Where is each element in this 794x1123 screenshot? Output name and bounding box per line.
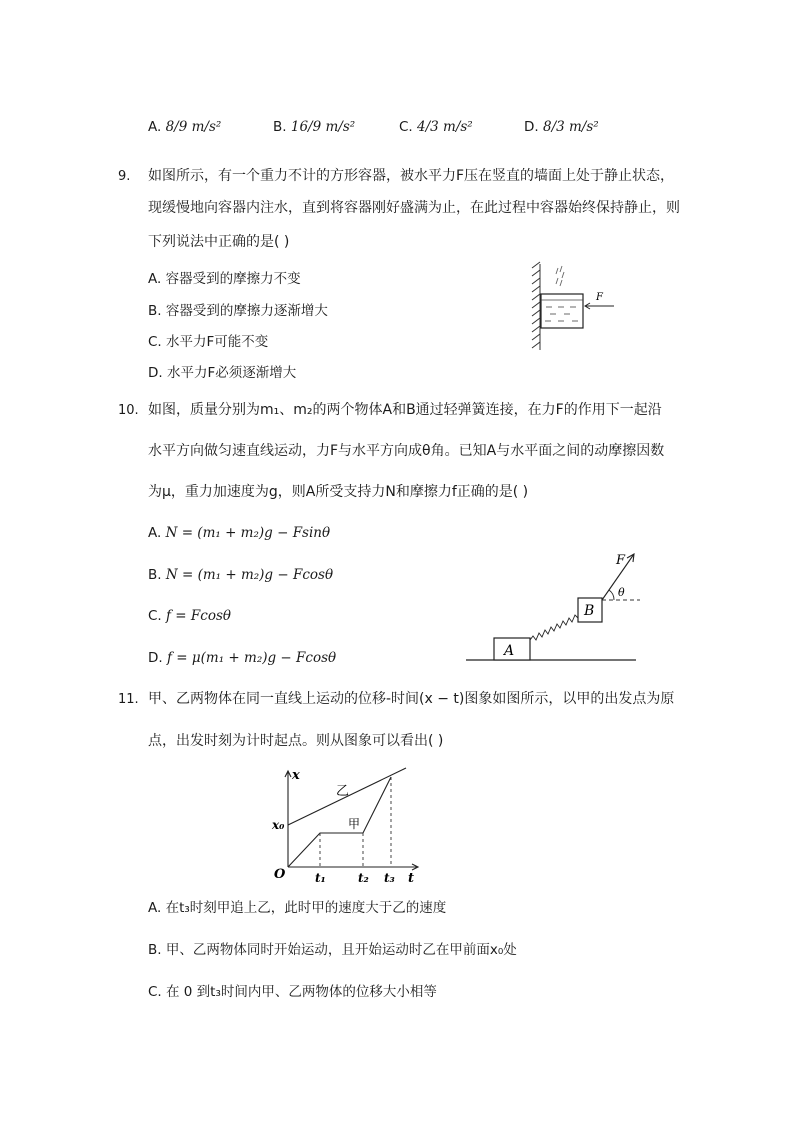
q8-option-a-label: A. — [148, 119, 162, 135]
q10-option-c-label: C. — [148, 608, 162, 624]
x0-label: x₀ — [272, 818, 285, 832]
water-level — [541, 300, 583, 321]
force-arrow — [585, 303, 614, 309]
x-axis-label: x — [292, 768, 300, 783]
q8-option-c — [399, 117, 473, 137]
q9-option-b-label: B. — [148, 303, 162, 319]
q11-option-c-label: C. — [148, 984, 162, 1000]
q9-option-d-label: D. — [148, 365, 163, 381]
q9-option-a — [148, 269, 301, 289]
q9-option-d — [148, 363, 296, 383]
q11-option-a-label: A. — [148, 900, 162, 916]
series-jia-label: 甲 — [348, 817, 361, 831]
container — [541, 294, 583, 328]
q9-option-a-label: A. — [148, 271, 162, 287]
q8-option-d-text: 8/3 m/s² — [542, 119, 599, 135]
q9-option-c-label: C. — [148, 334, 162, 350]
q10-blocks-spring-figure — [464, 548, 640, 664]
q8-option-a-text: 8/9 m/s² — [165, 119, 222, 135]
q10-option-c-text: f = Fcosθ — [166, 608, 232, 624]
q11-option-a — [148, 898, 446, 918]
q10-option-b — [148, 565, 333, 585]
q11-xt-graph — [268, 765, 428, 887]
water-stream — [556, 266, 564, 286]
q9-option-a-text: 容器受到的摩擦力不变 — [165, 271, 301, 287]
q10-option-a-label: A. — [148, 525, 162, 541]
tick-t2: t₂ — [358, 871, 369, 885]
q10-option-d-label: D. — [148, 650, 163, 666]
q8-option-a — [148, 117, 221, 137]
q8-option-c-text: 4/3 m/s² — [417, 119, 473, 135]
q9-stem-line3: 下列说法中正确的是( ) — [148, 234, 290, 250]
q8-option-b-label: B. — [273, 119, 287, 135]
q8-option-b-text: 16/9 m/s² — [290, 119, 356, 135]
q10-option-c — [148, 606, 231, 626]
q9-option-d-text: 水平力F必须逐渐增大 — [166, 365, 297, 381]
q10-option-d-text: f = μ(m₁ + m₂)g − Fcosθ — [166, 650, 337, 666]
origin-label: O — [274, 867, 286, 882]
q9-number: 9. — [118, 169, 131, 184]
force-label-f: F — [616, 553, 626, 568]
t-axis-label: t — [408, 871, 415, 886]
block-b-label: B — [584, 603, 595, 619]
block-a-label: A — [504, 643, 515, 659]
q11-number: 11. — [118, 692, 139, 707]
q10-stem-line2: 水平方向做匀速直线运动，力F与水平方向成θ角。已知A与水平面之间的动摩擦因数 — [148, 443, 665, 459]
series-yi-label: 乙 — [336, 784, 350, 799]
force-label-f: F — [596, 292, 603, 303]
q11-option-c-text: 在 0 到t₃时间内甲、乙两物体的位移大小相等 — [166, 984, 437, 1000]
q9-stem-line1: 如图所示，有一个重力不计的方形容器，被水平力F压在竖直的墙面上处于静止状态， — [148, 168, 675, 184]
q10-option-b-label: B. — [148, 567, 162, 583]
q9-option-c-text: 水平力F可能不变 — [166, 334, 269, 350]
q8-option-d-label: D. — [524, 119, 539, 135]
q10-stem-line1: 如图，质量分别为m₁、m₂的两个物体A和B通过轻弹簧连接，在力F的作用下一起沿 — [148, 402, 662, 418]
wall-hatching — [532, 262, 540, 350]
q8-option-d — [524, 117, 599, 137]
q11-option-b-label: B. — [148, 942, 162, 958]
q9-option-c — [148, 332, 268, 352]
q10-option-b-text: N = (m₁ + m₂)g − Fcosθ — [165, 567, 334, 583]
q11-stem-line1: 甲、乙两物体在同一直线上运动的位移-时间(x − t)图象如图所示，以甲的出发点为原 — [148, 691, 675, 707]
q9-option-b-text: 容器受到的摩擦力逐渐增大 — [165, 303, 328, 319]
angle-arc — [609, 590, 614, 600]
tick-t3: t₃ — [384, 871, 395, 885]
q10-number: 10. — [118, 403, 139, 418]
q11-option-b — [148, 940, 517, 960]
q9-option-b — [148, 301, 328, 321]
q10-option-a — [148, 523, 330, 543]
q8-option-b — [273, 117, 355, 137]
angle-label-theta: θ — [618, 586, 625, 599]
q10-option-a-text: N = (m₁ + m₂)g − Fsinθ — [165, 525, 331, 541]
q11-option-b-text: 甲、乙两物体同时开始运动，且开始运动时乙在甲前面x₀处 — [165, 942, 517, 958]
q9-stem-line2: 现缓慢地向容器内注水，直到将容器刚好盛满为止，在此过程中容器始终保持静止，则 — [148, 200, 680, 216]
q9-wall-container-figure — [528, 262, 628, 354]
q11-option-c — [148, 982, 437, 1002]
q11-stem-line2: 点，出发时刻为计时起点。则从图象可以看出( ) — [148, 733, 444, 749]
spring — [530, 615, 578, 640]
q8-option-c-label: C. — [399, 119, 413, 135]
q10-option-d — [148, 648, 336, 668]
q11-option-a-text: 在t₃时刻甲追上乙，此时甲的速度大于乙的速度 — [165, 900, 447, 916]
tick-t1: t₁ — [315, 871, 326, 885]
q10-stem-line3: 为μ，重力加速度为g，则A所受支持力N和摩擦力f正确的是( ) — [148, 484, 529, 500]
